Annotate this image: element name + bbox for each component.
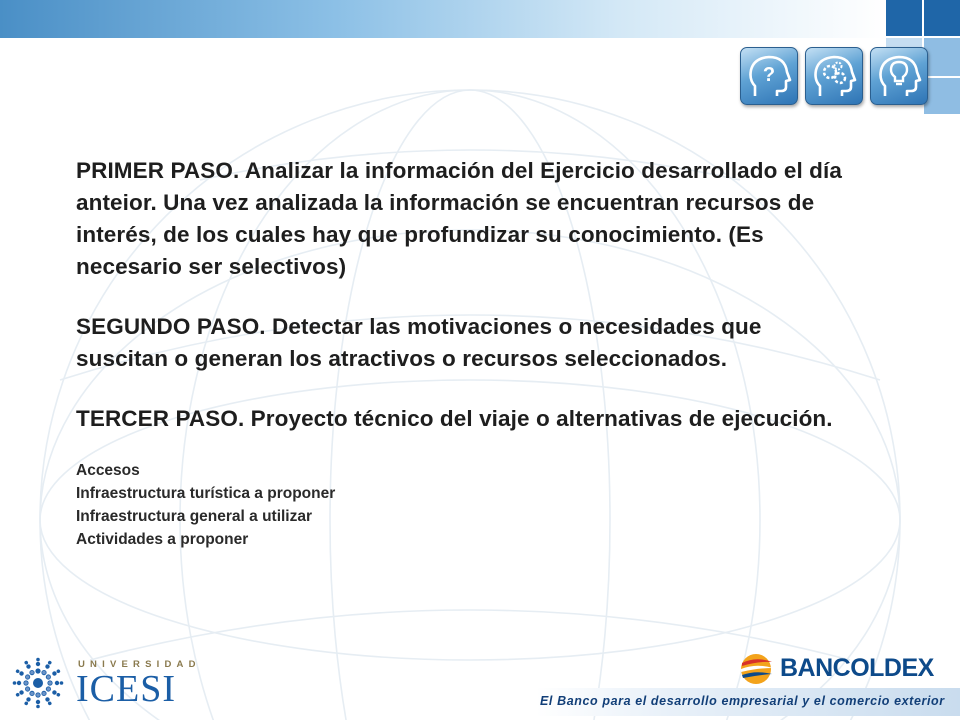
corner-square bbox=[886, 0, 922, 36]
step-three-paragraph: TERCER PASO. Proyecto técnico del viaje o alternativas de ejecución. bbox=[76, 406, 833, 431]
svg-text:?: ? bbox=[762, 64, 776, 86]
list-item: Accesos bbox=[76, 462, 140, 479]
bancoldex-globe-icon bbox=[738, 652, 776, 686]
list-item: Actividades a proponer bbox=[76, 531, 249, 548]
head-gears-icon bbox=[805, 47, 863, 105]
step-one-paragraph: PRIMER PASO. Analizar la información del Ejercicio desarrollado el día anteior. Una vez analizada la información se encuentran recursos de interés, de los cuales hay que profundizar su conocimiento. (Es necesario ser selectivos) bbox=[76, 158, 842, 279]
corner-square bbox=[924, 0, 960, 36]
step-three-list bbox=[76, 459, 856, 551]
head-lightbulb-icon bbox=[870, 47, 928, 105]
slide-content bbox=[76, 155, 856, 551]
icesi-university-label: UNIVERSIDAD bbox=[78, 659, 201, 670]
header-gradient-bar bbox=[0, 0, 884, 38]
head-question-icon bbox=[740, 47, 798, 105]
icesi-logo bbox=[12, 655, 201, 711]
bancoldex-tagline: El Banco para el desarrollo empresarial y el comercio exterior bbox=[540, 694, 945, 708]
bancoldex-logo bbox=[738, 652, 952, 686]
list-item: Infraestructura general a utilizar bbox=[76, 508, 313, 525]
icesi-name: ICESI bbox=[76, 668, 176, 710]
bancoldex-name: BANCOLDEX bbox=[780, 654, 934, 682]
list-item: Infraestructura turística a proponer bbox=[76, 485, 336, 502]
corner-square bbox=[924, 38, 960, 76]
step-two-paragraph: SEGUNDO PASO. Detectar las motivaciones o necesidades que suscitan o generan los atractivos o recursos seleccionados. bbox=[76, 314, 762, 371]
corner-square bbox=[924, 78, 960, 114]
icesi-sun-icon bbox=[12, 657, 64, 709]
